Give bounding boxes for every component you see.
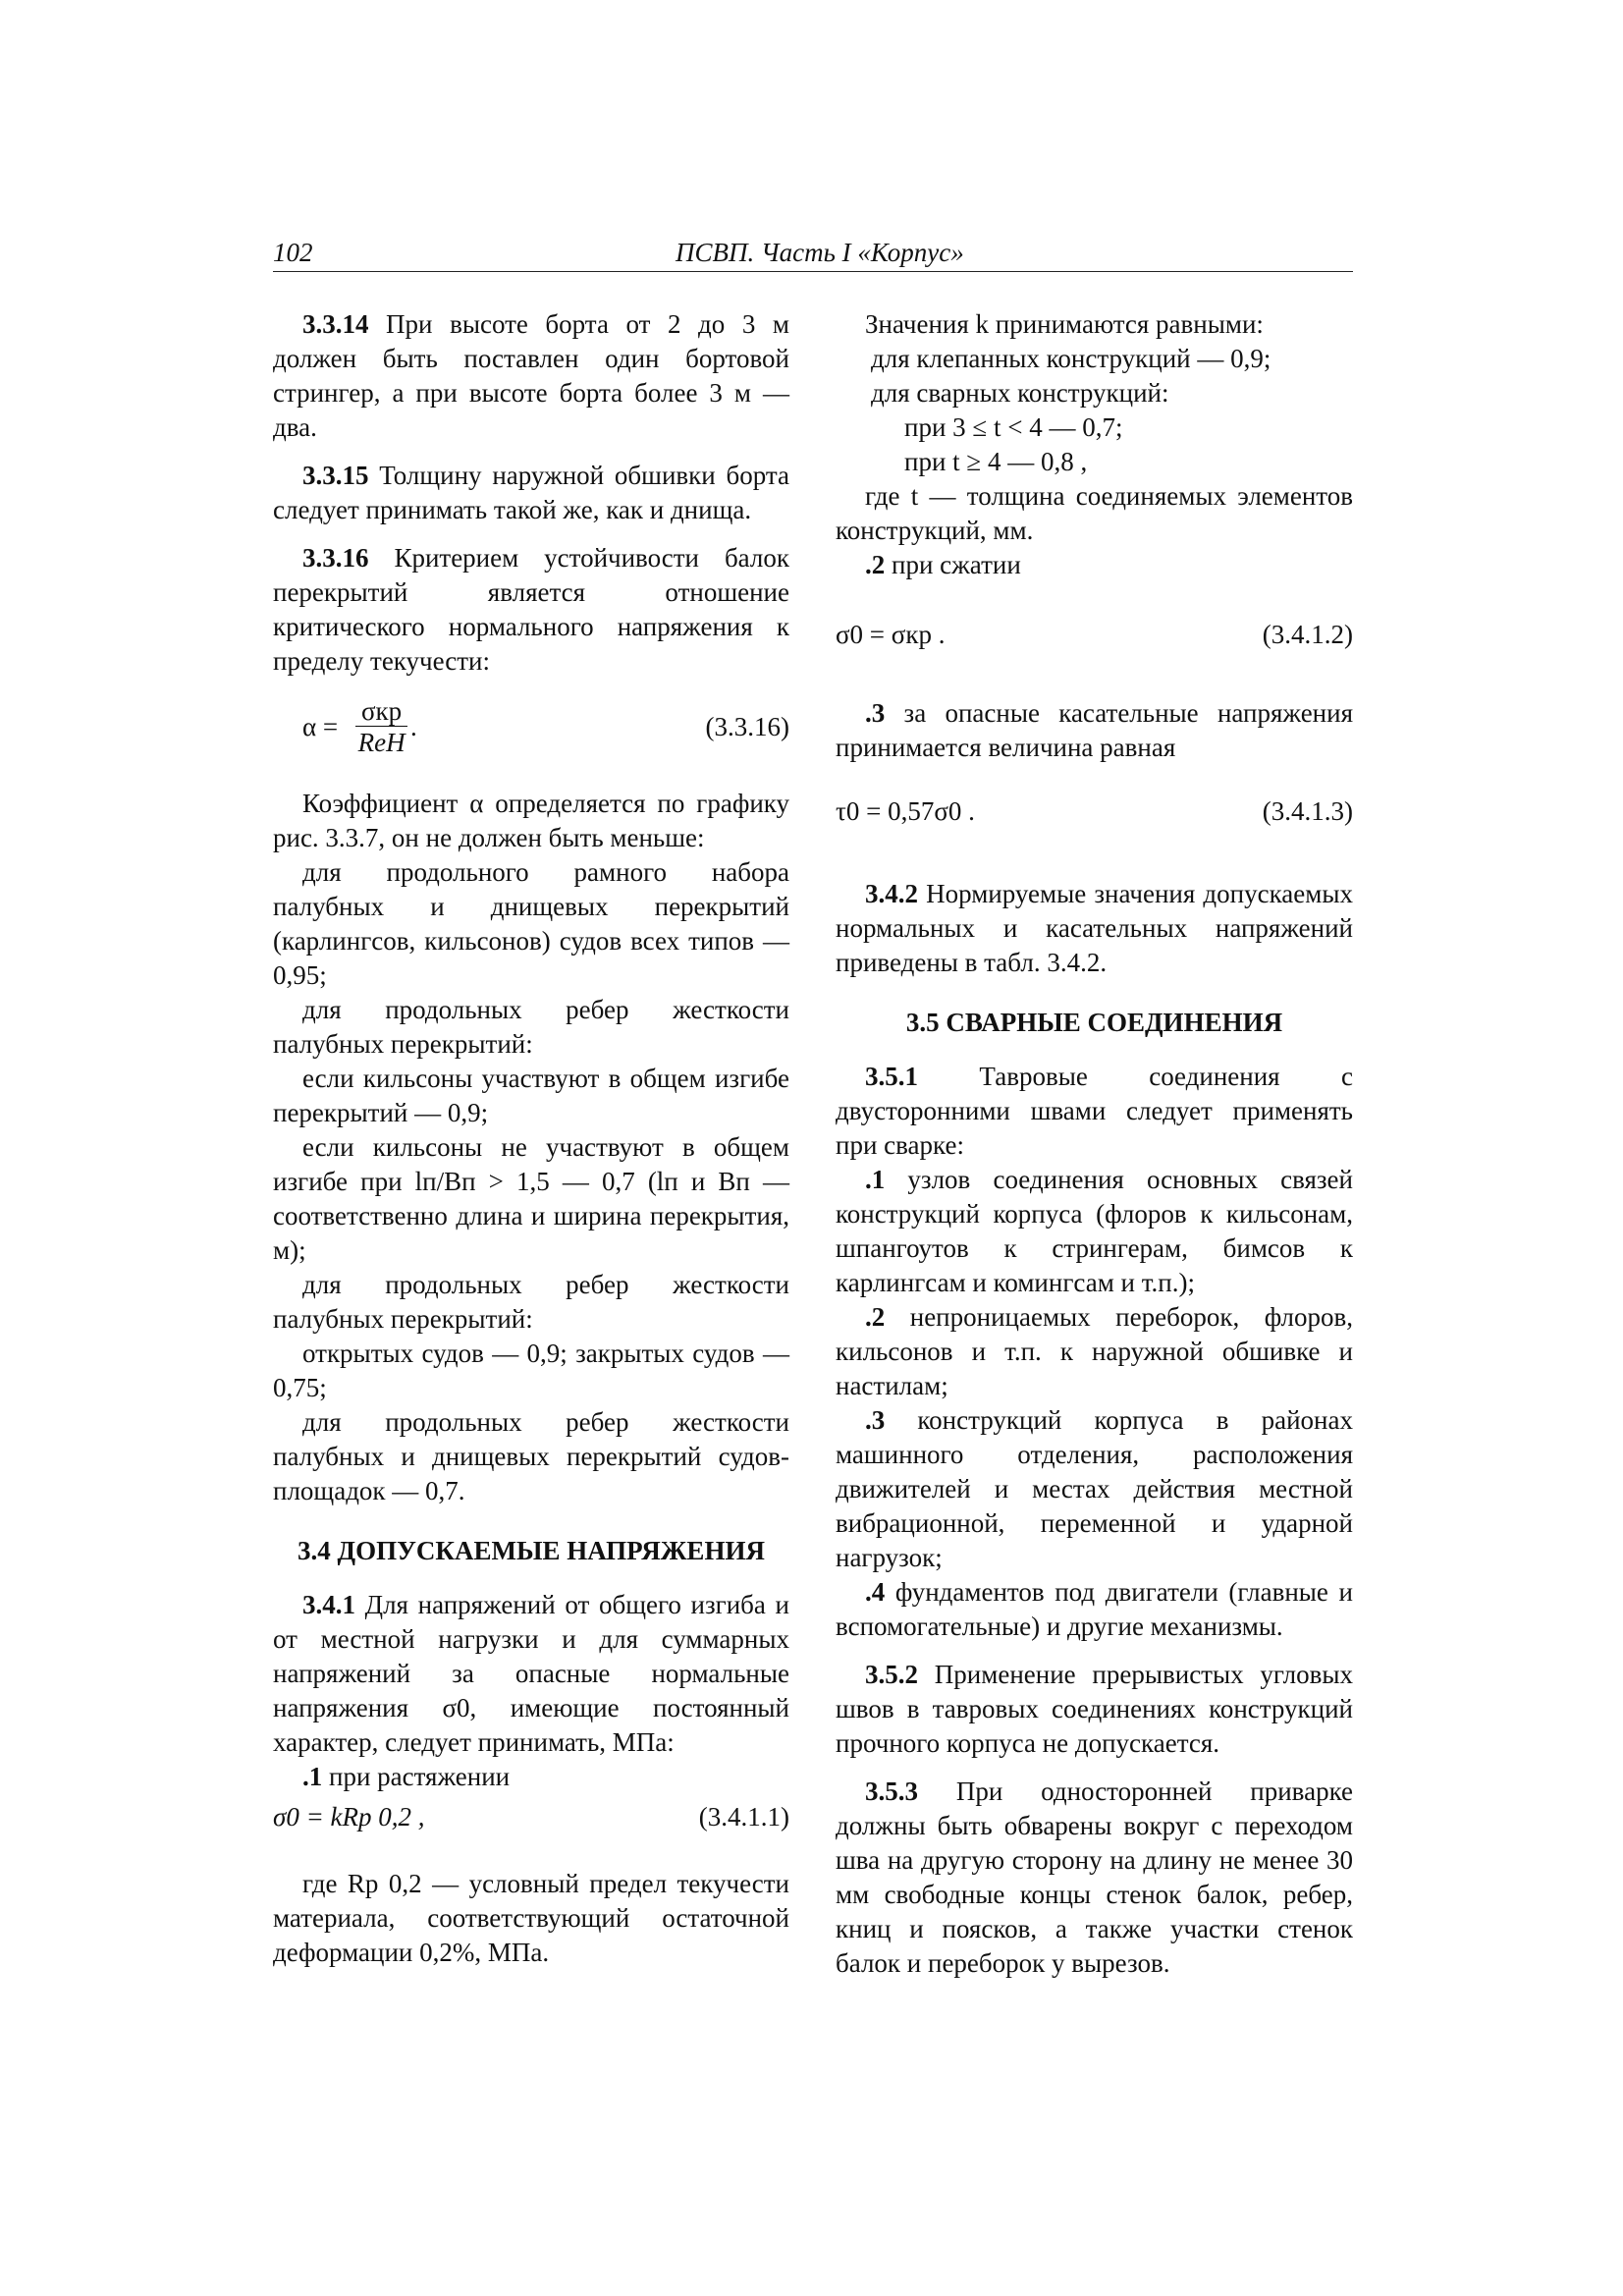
formula-3-4-1-1: σ0 = kRp 0,2 , (3.4.1.1) — [273, 1800, 789, 1839]
fraction: σкр ReH — [355, 696, 407, 758]
list-item: для продольного рамного набора палубных и днищевых перекрытий (карлингсов, кильсонов) судов всех типов — 0,95; — [273, 857, 789, 990]
paragraph-3-5-1: 3.5.1 Тавровые соединения с двусторонними швами следует применять при сварке: — [836, 1062, 1353, 1160]
paragraph-3-4-1: 3.4.1 Для напряжений от общего изгиба и от местной нагрузки и для суммарных напряжений за опасные нормальные напряжения σ0, имеющие постоянный характер, следует принимать, МПа: — [273, 1590, 789, 1757]
subitem-3: .3 за опасные касательные напряжения принимается величина равная — [836, 698, 1353, 762]
where-text: где Rp 0,2 — условный предел текучести материала, соответствующий остаточной деформации 0,2%, МПа. — [273, 1869, 789, 1967]
formula-number: (3.4.1.2) — [1262, 620, 1353, 649]
right-column — [836, 307, 1353, 1995]
k-item: при 3 ≤ t < 4 — 0,7; — [904, 412, 1123, 442]
paragraph-3-3-14: 3.3.14 При высоте борта от 2 до 3 м должен быть поставлен один бортовой стрингер, а при высоте борта более 3 м — два. — [273, 309, 789, 442]
section-heading-3-5: 3.5 СВАРНЫЕ СОЕДИНЕНИЯ — [905, 1008, 1283, 1037]
list-item: если кильсоны участвуют в общем изгибе перекрытий — 0,9; — [273, 1064, 789, 1127]
formula-number: (3.4.1.3) — [1262, 796, 1353, 826]
paragraph-3-3-16: 3.3.16 Критерием устойчивости балок перекрытий является отношение критического нормального напряжения к пределу текучести: — [273, 543, 789, 676]
left-column — [273, 307, 789, 1984]
list-item: для продольных ребер жесткости палубных и днищевых перекрытий судов-площадок — 0,7. — [273, 1407, 789, 1505]
coefficient-text: Коэффициент α определяется по графику рис. 3.3.7, он не должен быть меньше: — [273, 789, 789, 852]
paragraph-3-5-3: 3.5.3 При односторонней приварке должны быть обварены вокруг с переходом шва на другую сторону на длину не менее 30 мм свободные концы стенок балок, ребер, книц и поясков, а также участки стенок балок и переборок у вырезов. — [836, 1777, 1353, 1978]
page-number: 102 — [273, 238, 313, 267]
page-header — [273, 238, 1353, 272]
k-values-text: Значения k принимаются равными: — [865, 309, 1264, 339]
formula-3-4-1-3: τ0 = 0,57σ0 . (3.4.1.3) — [836, 794, 1353, 834]
section-heading-3-4: 3.4 ДОПУСКАЕМЫЕ НАПРЯЖЕНИЯ — [298, 1536, 765, 1565]
paragraph-3-3-15: 3.3.15 Толщину наружной обшивки борта следует принимать такой же, как и днища. — [273, 461, 789, 524]
list-item: открытых судов — 0,9; закрытых судов — 0,75; — [273, 1339, 789, 1402]
list-item: для продольных ребер жесткости палубных перекрытий: — [273, 995, 789, 1059]
formula-3-3-16: α = σкр ReH . (3.3.16) — [302, 696, 789, 757]
k-item: при t ≥ 4 — 0,8 , — [904, 447, 1088, 476]
k-item: для сварных конструкций: — [871, 378, 1169, 408]
list-item: для продольных ребер жесткости палубных перекрытий: — [273, 1270, 789, 1334]
t-definition: где t — толщина соединяемых элементов конструкций, мм. — [836, 481, 1353, 545]
k-item: для клепанных конструкций — 0,9; — [871, 344, 1271, 373]
formula-number: (3.3.16) — [705, 712, 789, 741]
formula-number: (3.4.1.1) — [698, 1802, 789, 1831]
formula-3-4-1-2: σ0 = σкр . (3.4.1.2) — [836, 618, 1353, 657]
weld-item-4: .4 фундаментов под двигатели (главные и вспомогательные) и другие механизмы. — [836, 1577, 1353, 1641]
weld-item-3: .3 конструкций корпуса в районах машинного отделения, расположения движителей и местах действия местной вибрационной, переменной и ударной нагрузок; — [836, 1405, 1353, 1572]
weld-item-1: .1 узлов соединения основных связей конструкций корпуса (флоров к кильсонам, шпангоутов к стрингерам, бимсов к карлингсам и комингсам и т.п.); — [836, 1165, 1353, 1297]
paragraph-3-5-2: 3.5.2 Применение прерывистых угловых швов в тавровых соединениях конструкций прочного корпуса не допускается. — [836, 1660, 1353, 1758]
running-title: ПСВП. Часть I «Корпус» — [676, 238, 964, 267]
subitem-2: .2 при сжатии — [865, 550, 1021, 579]
weld-item-2: .2 непроницаемых переборок, флоров, кильсонов и т.п. к наружной обшивке и настилам; — [836, 1302, 1353, 1400]
list-item: если кильсоны не участвуют в общем изгибе при lп/Bп > 1,5 — 0,7 (lп и Bп — соответственно длина и ширина перекрытия, м); — [273, 1132, 789, 1265]
subitem-1: .1 при растяжении — [302, 1762, 511, 1791]
paragraph-3-4-2: 3.4.2 Нормируемые значения допускаемых нормальных и касательных напряжений приведены в табл. 3.4.2. — [836, 879, 1353, 977]
